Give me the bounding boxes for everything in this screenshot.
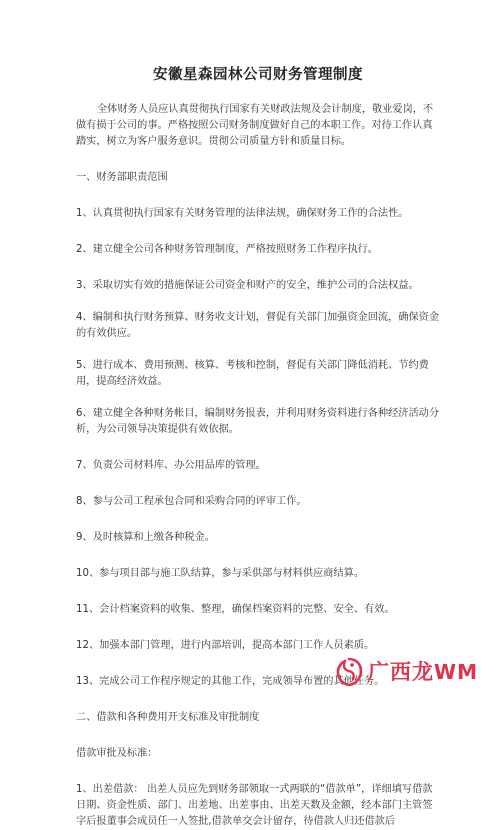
section-1-item-3: 3、采取切实有效的措施保证公司资金和财产的安全，维护公司的合法权益。 xyxy=(76,280,419,291)
watermark-text-latin: WM xyxy=(434,660,478,684)
intro-paragraph: 全体财务人员应认真贯彻执行国家有关财政法规及会计制度，敬业爱岗，不做有损于公司的事。严格按照公司财务制度做好自己的本职工作。对待工作认真踏实，树立为客户服务意识。贯彻公司质量方针和质量目标。 xyxy=(76,104,434,147)
section-1-item-1: 1、认真贯彻执行国家有关财务管理的法律法规，确保财务工作的合法性。 xyxy=(76,208,409,219)
section-1-item-9: 9、及时核算和上缴各种税金。 xyxy=(76,532,215,543)
section-2-item-1: 1、出差借款： 出差人员应先到财务部领取一式两联的“借款单”，详细填写借款日期、资金性质、部门、出差地、出差事由、出差天数及金额，经本部门主管签字后报董事会成员任一人签批,借款单交会计留存，待借款人归还借款后 xyxy=(76,784,433,827)
section-1-item-8: 8、参与公司工程承包合同和采购合同的评审工作。 xyxy=(76,496,307,507)
section-2-heading: 二、借款和各种费用开支标准及审批制度 xyxy=(76,712,260,723)
watermark-text xyxy=(368,657,478,687)
section-1-item-13: 13、完成公司工作程序规定的其他工作，完成领导布置的其他任务。 xyxy=(76,676,385,687)
guangxi-longwang-logo-icon xyxy=(334,657,364,687)
watermark xyxy=(334,657,478,687)
section-1-item-6: 6、建立健全各种财务帐目，编制财务报表，并利用财务资料进行各种经济活动分析，为公司领导决策提供有效依据。 xyxy=(76,408,440,435)
section-1-item-7: 7、负责公司材料库、办公用品库的管理。 xyxy=(76,460,266,471)
section-1-item-4: 4、编制和执行财务预算、财务收支计划，督促有关部门加强资金回流，确保资金的有效供应。 xyxy=(76,312,440,339)
section-2-subheading: 借款审批及标准： xyxy=(76,748,158,759)
section-1-item-12: 12、加强本部门管理，进行内部培训，提高本部门工作人员素质。 xyxy=(76,640,375,651)
section-1-item-2: 2、建立健全公司各种财务管理制度，严格按照财务工作程序执行。 xyxy=(76,244,378,255)
section-1-heading: 一、财务部职责范围 xyxy=(76,172,168,183)
section-1-item-11: 11、会计档案资料的收集、整理，确保档案资料的完整、安全、有效。 xyxy=(76,604,395,615)
section-1-item-10: 10、参与项目部与施工队结算，参与采供部与材料供应商结算。 xyxy=(76,568,365,579)
section-1-item-5: 5、进行成本、费用预测、核算、考核和控制，督促有关部门降低消耗、节约费用，提高经济效益。 xyxy=(76,360,429,387)
watermark-text-cn: 广西龙 xyxy=(368,660,435,684)
document-title: 安徽星森园林公司财务管理制度 xyxy=(153,66,363,83)
